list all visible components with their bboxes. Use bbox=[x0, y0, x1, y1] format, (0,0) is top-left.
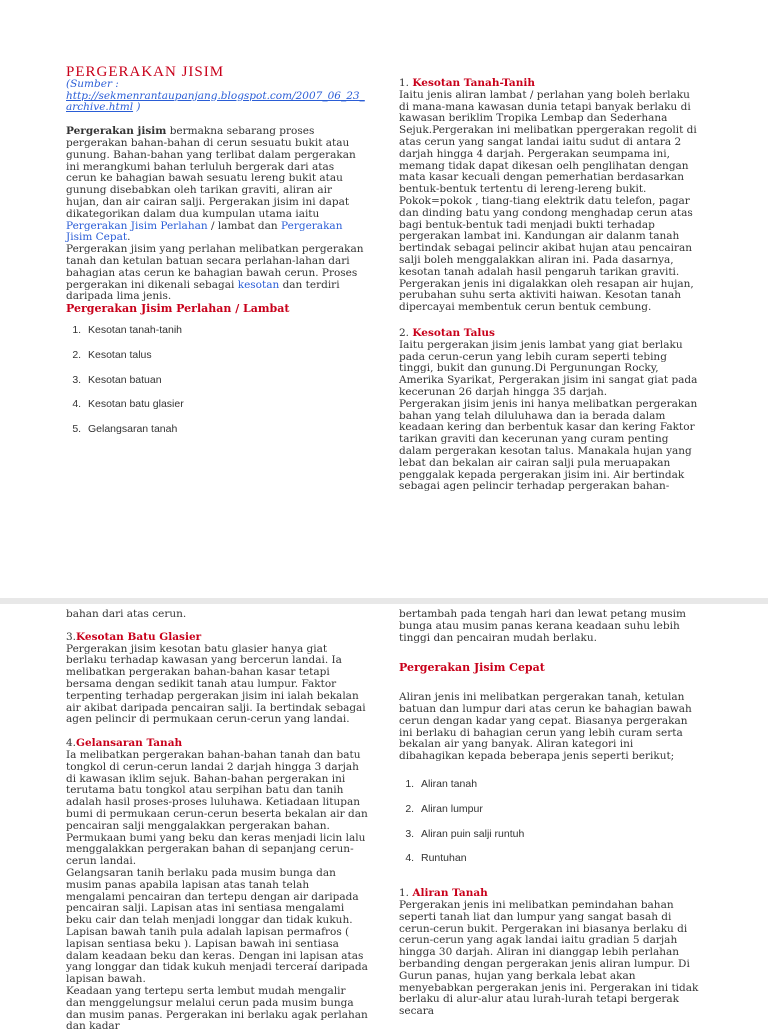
bottom-left-column bbox=[66, 609, 368, 1033]
continued-text: bertambah pada tengah hari dan lewat petang musim bunga atau musim panas kerana keadaan suhu lebih tinggi dan pencairan mudah berlaku. bbox=[399, 608, 686, 644]
slow-text-a: Pergerakan jisim yang perlahan melibatkan pergerakan tanah dan ketulan batuan secara perlahan-lahan dari bahagian atas cerun ke bahagian bawah cerun. Proses pergerakan ini dikenali sebagai bbox=[66, 243, 364, 291]
section-title: Kesotan Tanah-Tanih bbox=[412, 77, 535, 89]
intro-text: bermakna sebarang proses pergerakan bahan-bahan di cerun sesuatu bukit atau gunung. Bahan-bahan yang terlibat dalam pergerakan ini merangkumi bahan terluluh bergerak dari atas cerun ke bahagian bawah sesuatu lereng bukit atau gunung disebabkan oleh tarikan graviti, aliran air hujan, dan air cairan salji. Pergerakan jisim ini dapat dikategorikan dalam dua kumpulan utama iaitu bbox=[66, 125, 356, 220]
section-body: Ia melibatkan pergerakan bahan-bahan tanah dan batu tongkol di cerun-cerun landai 2 darjah hingga 3 darjah di kawasan iklim sejuk. Bahan-bahan pergerakan ini terutama batu tongkol atau serpihan batu dan tanih adalah hasil proses-proses luluhawa. Ketiadaan litupan bumi di permukaan cerun-cerun beserta bekalan air dan pencairan salji menggalakkan pergerakan bahan. Permukaan bumi yang beku dan keras menjadi licin lalu menggalakkan pergerakan bahan di sepanjang cerun-cerun landai. bbox=[66, 748, 368, 868]
section-body: Pergerakan jisim jenis ini hanya melibatkan pergerakan bahan yang telah diluluhawa dan ia berada dalam keadaan kering dan berbentuk kasar dan kering Faktor tarikan graviti dan kecerunan yang curam penting dalam pergerakan kesotan talus. Manakala hujan yang lebat dan bekalan air cairan salji pula meruapakan penggalak kepada pergerakan jisim ini. Air bertindak sebagai agen pelincir terhadap pergerakan bahan- bbox=[399, 397, 698, 493]
source-citation bbox=[66, 79, 368, 114]
section-body: Iaitu jenis aliran lambat / perlahan yang boleh berlaku di mana-mana kawasan dunia tetapi banyak berlaku di kawasan beriklim Tropika Lembap dan Sederhana Sejuk.Pergerakan ini melibatkan ppergerakan regolit di atas cerun yang sangat landai iaitu sudut di antara 2 darjah hingga 4 darjah. Pergerakan seumpama ini, memang tidak dapat dikesan oelh penglihatan dengan mata kasar kecuali dengan pemerhatian berdasarkan bentuk-bentuk tertentu di lereng-lereng bukit. Pokok=pokok , tiang-tiang elektrik datu telefon, pagar dan dinding batu yang condong menghadap cerun atas bagi bentuk-bentuk tadi menjadi bukti terhadap pergerakan lambat ini. Kandungan air dalanm tanah bertindak sebagai pelincir akibat hujan atau pencairan salji boleh menggalakkan aliran ini. Pada dasarnya, kesotan tanah adalah hasil pengaruh tarikan graviti. Pergerakan jenis ini digalakkan oleh resapan air hujan, perubahan suhu serta aktiviti haiwan. Kesotan tanah dipercayai membentuk cerun bentuk cembung. bbox=[399, 88, 697, 314]
subheading-fast: Pergerakan Jisim Cepat bbox=[399, 661, 545, 675]
section-body: Iaitu pergerakan jisim jenis lambat yang giat berlaku pada cerun-cerun yang lebih curam seperti tebing tinggi, bukit dan gunung.Di Pergunungan Rocky, Amerika Syarikat, Pergerakan jisim ini sangat giat pada kecerunan 26 darjah hingga 35 darjah. bbox=[399, 338, 698, 398]
top-right-column bbox=[399, 78, 701, 493]
section-title: Kesotan Talus bbox=[412, 326, 495, 339]
list-item: 3. Aliran puin salji runtuh bbox=[417, 829, 701, 841]
bottom-right-column bbox=[399, 609, 701, 1018]
section-title: Kesotan Batu Glasier bbox=[76, 630, 202, 643]
slow-types-list bbox=[66, 325, 368, 436]
list-item: 1. Aliran tanah bbox=[417, 779, 701, 791]
source-suffix: ) bbox=[136, 101, 141, 114]
section-body: Pergerakan jenis ini melibatkan pemindahan bahan seperti tanah liat dan lumpur yang sangat basah di cerun-cerun bukit. Pergerakan ini biasanya berlaku di cerun-cerun yang agak landai iaitu gradian 5 darjah hingga 30 darjah. Aliran ini dianggap lebih perlahan berbanding dengan pergerakan jenis aliran lumpur. Di Gurun panas, hujan yang berkala lebat akan menyebabkan pergerakan jenis ini. Pergerakan ini tidak berlaku di alur-alur atau lurah-lurah tetapi bergerak secara bbox=[399, 898, 699, 1018]
section-number: 4. bbox=[66, 737, 77, 750]
list-item: 4. Runtuhan bbox=[417, 853, 701, 865]
top-left-column bbox=[66, 64, 368, 449]
intro-term: Pergerakan jisim bbox=[66, 125, 167, 138]
list-item: 1. Kesotan tanah-tanih bbox=[84, 325, 368, 337]
list-item: 4. Kesotan batu glasier bbox=[84, 399, 368, 411]
subheading-slow: Pergerakan Jisim Perlahan / Lambat bbox=[66, 302, 290, 316]
list-item: 2. Kesotan talus bbox=[84, 350, 368, 362]
section-heading bbox=[66, 632, 368, 644]
slow-movement-paragraph bbox=[66, 244, 368, 303]
section-title: Gelansaran Tanah bbox=[76, 737, 183, 750]
list-item: 3. Kesotan batuan bbox=[84, 375, 368, 387]
slow-text-b: dan terdiri daripada lima jenis. bbox=[66, 278, 340, 303]
list-item: 5. Gelangsaran tanah bbox=[84, 424, 368, 436]
section-number: 3. bbox=[66, 630, 77, 643]
source-link[interactable]: http://sekmenrantaupanjang.blogspot.com/2007_06_23_archive.html bbox=[66, 89, 365, 114]
page-title: PERGERAKAN JISIM bbox=[66, 64, 225, 80]
section-heading bbox=[399, 328, 701, 340]
link-kesotan[interactable]: kesotan bbox=[237, 278, 280, 291]
list-item: 2. Aliran lumpur bbox=[417, 804, 701, 816]
section-body: Gelangsaran tanih berlaku pada musim bunga dan musim panas apabila lapisan atas tanah telah mengalami pencairan dan tertepu dengan air daripada pencairan salji. Lapisan atas ini sentiasa mengalami beku cair dan telah menjadi longgar dan tidak kukuh. Lapisan bawah tanih pula adalah lapisan permafros ( lapisan sentiasa beku ). Lapisan bawah ini sentiasa dalam keadaan beku dan keras. Dengan ini lapisan atas yang longgar dan tidak kukuh menjadi terceraí daripada lapisan bawah. bbox=[66, 866, 368, 986]
intro-paragraph bbox=[66, 126, 368, 244]
fast-types-list bbox=[399, 779, 701, 865]
section-body: Pergerakan jisim kesotan batu glasier hanya giat berlaku terhadap kawasan yang bercerun landai. Ia melibatkan pergerakan bahan-bahan kasar tetapi bersama dengan sedikit tanah atau lumpur. Faktor terpenting terhadap pergerakan jisim ini ialah bekalan air akibat daripada pencairan salji. Ia bertindak sebagai agen pelincir di permukaan cerun-cerun yang landai. bbox=[66, 642, 366, 726]
link-jisim-cepat[interactable]: Pergerakan Jisim Cepat bbox=[66, 219, 343, 244]
link-jisim-perlahan[interactable]: Pergerakan Jisim Perlahan bbox=[66, 219, 208, 232]
section-number: 2. bbox=[399, 326, 410, 339]
section-title: Aliran Tanah bbox=[412, 887, 488, 900]
section-body: Keadaan yang tertepu serta lembut mudah mengalir dan menggelungsur melalui cerun pada musim bunga dan musim panas. Pergerakan ini berlaku agak perlahan dan kadar bbox=[66, 984, 368, 1033]
section-number: 1. bbox=[399, 77, 410, 89]
fast-intro: Aliran jenis ini melibatkan pergerakan tanah, ketulan batuan dan lumpur dari atas cerun ke bahagian bawah cerun dengan kadar yang cepat. Biasanya pergerakan ini berlaku di bahagian cerun yang lebih curam serta bekalan air yang banyak. Aliran kategori ini dibahagikan kepada beberapa jenis seperti berikut; bbox=[399, 691, 692, 763]
intro-mid: / lambat dan bbox=[207, 219, 282, 232]
section-number: 1. bbox=[399, 887, 410, 900]
intro-end: . bbox=[127, 231, 131, 244]
continued-text: bahan dari atas cerun. bbox=[66, 608, 187, 620]
source-prefix: (Sumber : bbox=[66, 77, 119, 90]
